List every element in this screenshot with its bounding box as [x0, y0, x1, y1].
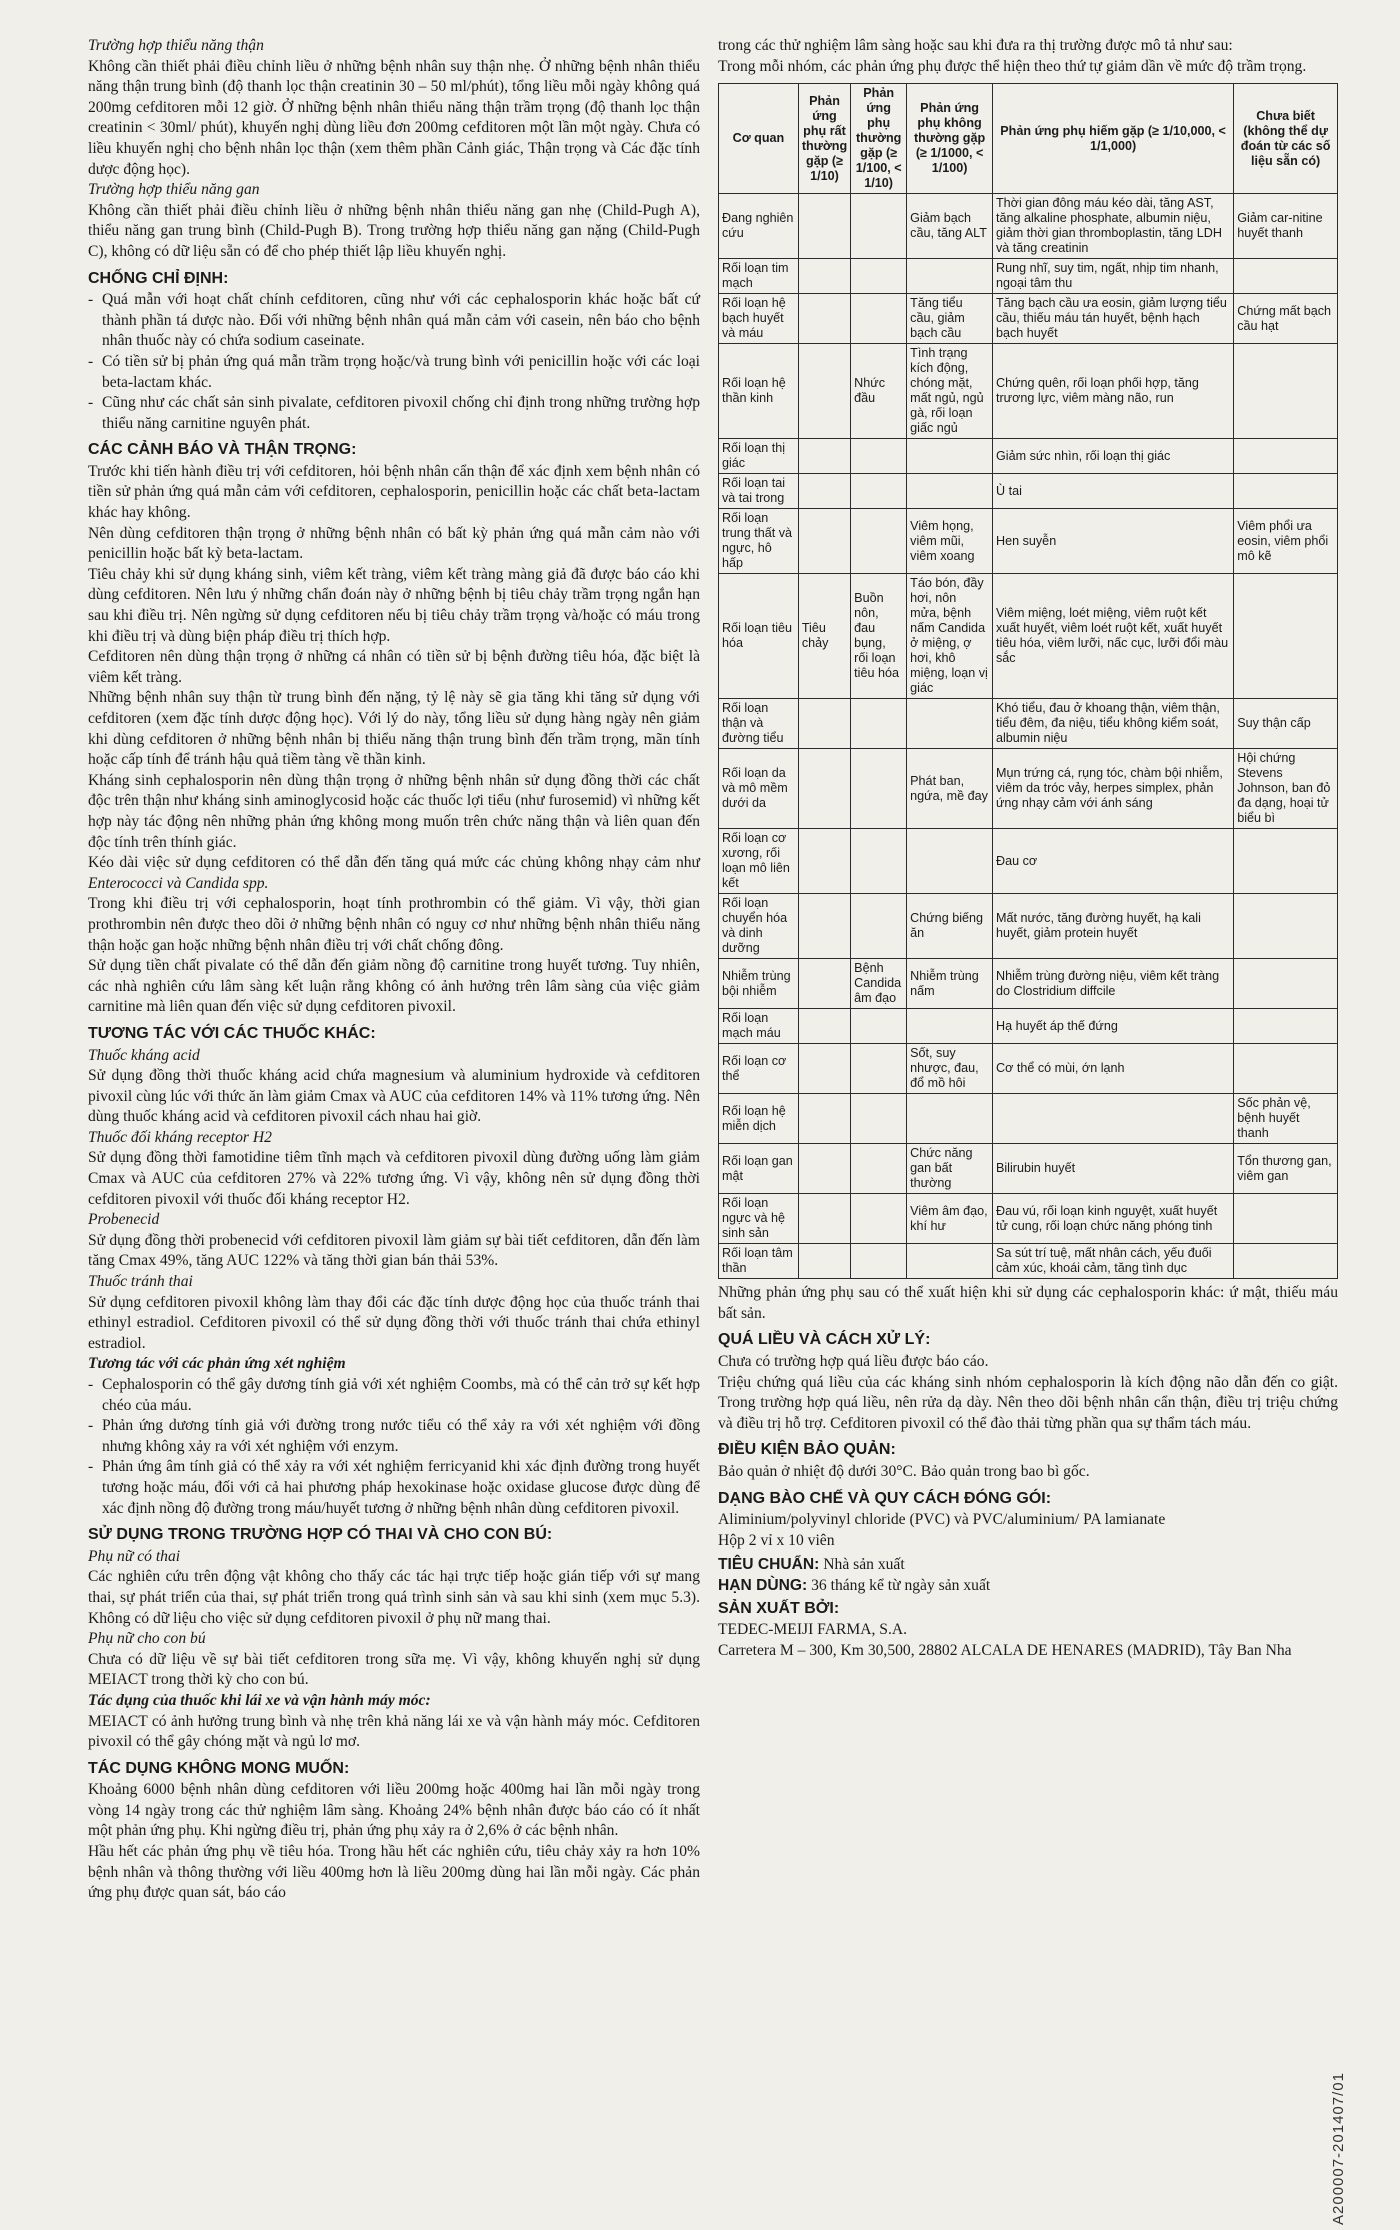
adverse-effects-paragraph: Khoảng 6000 bệnh nhân dùng cefditoren với liều 200mg hoặc 400mg hai lần mỗi ngày trong vòng 14 ngày trong các thử nghiệm lâm sàng. Khoảng 24% bệnh nhân được báo cáo có ít nhất một phản ứng phụ. Khi ngừng điều trị, phản ứng phụ xảy ra ở 2,6% ở các bệnh nhân. [88, 1781, 700, 1840]
table-row [719, 959, 1338, 1009]
organ-class-cell: Rối loạn cơ xương, rối loạn mô liên kết [719, 829, 799, 894]
table-cell: Viêm phổi ưa eosin, viêm phổi mô kẽ [1234, 509, 1338, 574]
table-row [719, 1009, 1338, 1044]
table-cell [798, 259, 850, 294]
table-cell [907, 1094, 993, 1144]
organ-class-cell: Rối loạn hệ miễn dịch [719, 1094, 799, 1144]
table-cell: Suy thận cấp [1234, 699, 1338, 749]
table-cell [798, 439, 850, 474]
table-cell: Bilirubin huyết [992, 1144, 1233, 1194]
probenecid-subheading: Probenecid [88, 1211, 160, 1229]
table-cell [851, 1009, 907, 1044]
pregnancy-paragraph: Các nghiên cứu trên động vật không cho thấy các tác hại trực tiếp hoặc gián tiếp với sự mang thai, sự phát triển của thai, sự phát triển trong quá trình sinh sản và sau khi sinh (xem mục 5.3). Không có dữ liệu cho việc sử dụng cefditoren pivoxil ở phụ nữ mang thai. [88, 1568, 700, 1627]
table-cell [851, 894, 907, 959]
table-cell: Hen suyễn [992, 509, 1233, 574]
table-header-cell: Phản ứng phụ thường gặp (≥ 1/100, < 1/10) [851, 84, 907, 194]
table-row [719, 294, 1338, 344]
packaging-line: Hộp 2 vỉ x 10 viên [718, 1531, 835, 1549]
table-row [719, 509, 1338, 574]
table-cell [1234, 344, 1338, 439]
table-cell [798, 194, 850, 259]
lab-interaction-subheading: Tương tác với các phản ứng xét nghiệm [88, 1355, 346, 1373]
table-row [719, 259, 1338, 294]
left-column [88, 36, 700, 1904]
table-cell [851, 829, 907, 894]
antacid-subheading: Thuốc kháng acid [88, 1046, 200, 1064]
standard-value: Nhà sản xuất [819, 1556, 905, 1574]
warnings-paragraph: Những bệnh nhân suy thận từ trung bình đến nặng, tỷ lệ này sẽ gia tăng khi tăng sử dụng với cefditoren (xem đặc tính dược động học). Với lý do này, tổng liều sử dụng hàng ngày nên giảm khi dùng cefditoren ở những bệnh nhân bị thiểu năng thận trung bình đến trầm trọng, mãn tính hoặc cấp tính để tránh hậu quả tiềm tàng về thần kinh. [88, 689, 700, 769]
organ-class-cell: Rối loạn tâm thần [719, 1244, 799, 1279]
pregnancy-subheading: Phụ nữ có thai [88, 1547, 181, 1565]
expiry-label: HẠN DÙNG: [718, 1576, 808, 1594]
driving-paragraph: MEIACT có ảnh hưởng trung bình và nhẹ trên khả năng lái xe và vận hành máy móc. Cefditoren pivoxil có thể gây chóng mặt và ngủ lơ mơ. [88, 1712, 700, 1751]
table-cell [851, 1194, 907, 1244]
manufacturer-address: Carretera M – 300, Km 30,500, 28802 ALCALA DE HENARES (MADRID), Tây Ban Nha [718, 1641, 1292, 1659]
table-cell: Hạ huyết áp thế đứng [992, 1009, 1233, 1044]
organ-class-cell: Rối loạn mạch máu [719, 1009, 799, 1044]
table-cell: Sa sút trí tuệ, mất nhân cách, yếu đuối cảm xúc, khoái cảm, tăng tình dục [992, 1244, 1233, 1279]
driving-subheading: Tác dụng của thuốc khi lái xe và vận hành máy móc: [88, 1691, 431, 1709]
table-row [719, 1044, 1338, 1094]
organ-class-cell: Rối loạn ngực và hệ sinh sản [719, 1194, 799, 1244]
table-cell: Tăng tiểu cầu, giảm bạch cầu [907, 294, 993, 344]
table-cell: Đau vú, rối loạn kinh nguyệt, xuất huyết tử cung, rối loạn chức năng phóng tinh [992, 1194, 1233, 1244]
expiry-line [718, 1576, 1338, 1597]
table-cell: Phát ban, ngứa, mề đay [907, 749, 993, 829]
organ-class-cell: Rối loạn tim mạch [719, 259, 799, 294]
table-cell [851, 699, 907, 749]
adverse-intro-paragraph: Trong mỗi nhóm, các phản ứng phụ được thể hiện theo thứ tự giảm dần về mức độ trầm trọng. [718, 57, 1307, 75]
table-cell: Táo bón, đầy hơi, nôn mửa, bệnh nấm Candida ở miệng, ợ hơi, khô miệng, loạn vị giác [907, 574, 993, 699]
table-cell [1234, 259, 1338, 294]
table-cell: Hội chứng Stevens Johnson, ban đỏ đa dạng, hoại tử biểu bì [1234, 749, 1338, 829]
interactions-heading: TƯƠNG TÁC VỚI CÁC THUỐC KHÁC: [88, 1024, 376, 1042]
table-cell [798, 1144, 850, 1194]
table-row [719, 1244, 1338, 1279]
warnings-paragraph: Kháng sinh cephalosporin nên dùng thận trọng ở những bệnh nhân sử dụng đồng thời các chất độc trên thận như kháng sinh aminoglycosid hoặc các thuốc lợi tiểu (như furosemid) vì những kết hợp này tác động nên những phản ứng không mong muốn trên chức năng thận và liên quan đến độc tính trên thính giác. [88, 771, 700, 851]
table-header-row [719, 84, 1338, 194]
table-body [719, 194, 1338, 1279]
hepatic-subheading: Trường hợp thiểu năng gan [88, 181, 260, 199]
table-cell [992, 1094, 1233, 1144]
table-cell: Viêm họng, viêm mũi, viêm xoang [907, 509, 993, 574]
table-cell: Chứng quên, rối loạn phối hợp, tăng trương lực, viêm màng não, run [992, 344, 1233, 439]
table-cell: Sốc phản vệ, bệnh huyết thanh [1234, 1094, 1338, 1144]
list-item: - Phản ứng âm tính giả có thể xảy ra với xét nghiệm ferricyanid khi xác định đường trong huyết tương hoặc máu, đối với cả hai phương pháp hexokinase hoặc oxidase glucose được dùng để xác định nồng độ đường trong máu/huyết tương ở những bệnh nhân dùng cefditoren pivoxil. [88, 1457, 700, 1519]
organ-class-cell: Rối loạn chuyển hóa và dinh dưỡng [719, 894, 799, 959]
overdose-heading: QUÁ LIỀU VÀ CÁCH XỬ LÝ: [718, 1331, 931, 1349]
overdose-paragraph: Triệu chứng quá liều của các kháng sinh nhóm cephalosporin là kích động não dẫn đến co giật. Trong trường hợp quá liều, nên rửa dạ dày. Nên theo dõi bệnh nhân cẩn thận, điều trị triệu chứng và điều trị hỗ trợ. Cefditoren pivoxil có thể đào thải từng phần qua sự thẩm tách máu. [718, 1373, 1338, 1432]
right-column [718, 36, 1338, 1661]
contraindications-list [88, 290, 700, 434]
antacid-paragraph: Sử dụng đồng thời thuốc kháng acid chứa magnesium và aluminium hydroxide và cefditoren pivoxil cùng lúc với thức ăn làm giảm Cmax và AUC của cefditoren 14% và 11% tương ứng. Nên dùng thuốc kháng acid và cefditoren pivoxil cách nhau hai giờ. [88, 1067, 700, 1126]
packaging-line: Aliminium/polyvinyl chloride (PVC) và PVC/aluminium/ PA lamianate [718, 1511, 1166, 1529]
list-item: - Cũng như các chất sản sinh pivalate, cefditoren pivoxil chống chỉ định trong những trường hợp thiểu năng carnitine nguyên phát. [88, 393, 700, 434]
table-cell: Nhiễm trùng đường niệu, viêm kết tràng do Clostridium diffcile [992, 959, 1233, 1009]
renal-subheading: Trường hợp thiểu năng thận [88, 37, 264, 54]
h2-paragraph: Sử dụng đồng thời famotidine tiêm tĩnh mạch và cefditoren pivoxil dùng đường uống làm giảm Cmax và AUC của cefditoren 27% và 22% tương ứng. Vì vậy, không nên sử dụng đồng thời cefditoren pivoxil với thuốc đối kháng receptor H2. [88, 1149, 700, 1208]
pregnancy-heading: SỬ DỤNG TRONG TRƯỜNG HỢP CÓ THAI VÀ CHO CON BÚ: [88, 1526, 553, 1544]
warnings-paragraph: Trước khi tiến hành điều trị với cefditoren, hỏi bệnh nhân cẩn thận để xác định xem bệnh nhân có tiền sử phản ứng quá mẫn cảm với cefditoren, cephalosporin, penicillin hoặc các chất beta-lactam khác hay không. [88, 462, 700, 522]
organ-class-cell: Rối loạn hệ bạch huyết và máu [719, 294, 799, 344]
table-cell [907, 1009, 993, 1044]
table-cell: Sốt, suy nhược, đau, đổ mồ hôi [907, 1044, 993, 1094]
table-row [719, 1194, 1338, 1244]
organ-class-cell: Rối loạn tai và tai trong [719, 474, 799, 509]
table-row [719, 699, 1338, 749]
table-cell [851, 1144, 907, 1194]
table-cell [798, 1194, 850, 1244]
table-header-cell: Cơ quan [719, 84, 799, 194]
table-cell [851, 294, 907, 344]
table-cell [798, 474, 850, 509]
table-cell [798, 894, 850, 959]
lab-interaction-list [88, 1375, 700, 1519]
table-cell [798, 294, 850, 344]
probenecid-paragraph: Sử dụng đồng thời probenecid với cefditoren pivoxil làm giảm sự bài tiết cefditoren, dẫn đến làm tăng Cmax 49%, tăng AUC 122% và tăng thời gian bán thải 53%. [88, 1231, 700, 1270]
table-cell [1234, 1009, 1338, 1044]
table-row [719, 894, 1338, 959]
table-cell: Tổn thương gan, viêm gan [1234, 1144, 1338, 1194]
list-item: - Quá mẫn với hoạt chất chính cefditoren, cũng như với các cephalosporin khác hoặc bất cứ thành phần tá dược nào. Đối với những bệnh nhân quá mẫn cảm với casein, nên báo cho bệnh nhân thuốc này có chứa sodium caseinate. [88, 290, 700, 352]
table-cell [1234, 439, 1338, 474]
adverse-reactions-table [718, 83, 1338, 1279]
table-cell: Tăng bạch cầu ưa eosin, giảm lượng tiểu cầu, thiếu máu tán huyết, bệnh hạch bạch huyết [992, 294, 1233, 344]
table-cell [1234, 894, 1338, 959]
organ-class-cell: Rối loạn trung thất và ngực, hô hấp [719, 509, 799, 574]
table-row [719, 574, 1338, 699]
table-cell [1234, 1194, 1338, 1244]
contraceptive-subheading: Thuốc tránh thai [88, 1273, 193, 1291]
packaging-heading: DẠNG BÀO CHẾ VÀ QUY CÁCH ĐÓNG GÓI: [718, 1489, 1052, 1507]
table-header-cell: Phản ứng phụ hiếm gặp (≥ 1/10,000, < 1/1,000) [992, 84, 1233, 194]
table-cell: Chứng mất bạch cầu hạt [1234, 294, 1338, 344]
expiry-value: 36 tháng kể từ ngày sản xuất [807, 1576, 991, 1594]
warnings-paragraph: Sử dụng tiền chất pivalate có thể dẫn đến giảm nồng độ carnitine trong huyết tương. Tuy nhiên, các nhà nghiên cứu lâm sàng kết luận rằng không có ảnh hưởng trên lâm sàng của việc giảm carnitine mà liên quan đến việc sử dụng cefditoren pivoxil. [88, 957, 700, 1016]
table-cell [851, 1094, 907, 1144]
organ-class-cell: Nhiễm trùng bội nhiễm [719, 959, 799, 1009]
organ-class-cell: Rối loạn cơ thể [719, 1044, 799, 1094]
table-row [719, 439, 1338, 474]
warnings-paragraph-prolonged [88, 853, 700, 894]
hepatic-paragraph: Không cần thiết phải điều chỉnh liều ở những bệnh nhân thiểu năng gan nhẹ (Child-Pugh A), thiểu năng gan trung bình (Child-Pugh B). Trong trường hợp thiểu năng gan nặng (Child-Pugh C), không có dữ liệu sẵn có để cho phép thiết lập liều khuyến nghị. [88, 201, 700, 260]
table-cell: Nhiễm trùng nấm [907, 959, 993, 1009]
table-cell [851, 749, 907, 829]
list-item: - Phản ứng dương tính giả với đường trong nước tiểu có thể xảy ra với xét nghiệm với đồng nhưng không xảy ra với xét nghiệm với enzym. [88, 1416, 700, 1457]
standard-line [718, 1555, 1338, 1576]
warnings-heading: CÁC CẢNH BÁO VÀ THẬN TRỌNG: [88, 441, 357, 459]
table-cell: Khó tiểu, đau ở khoang thận, viêm thận, tiểu đêm, đa niệu, tiểu không kiểm soát, albumin niệu [992, 699, 1233, 749]
table-cell [798, 829, 850, 894]
table-cell: Nhức đầu [851, 344, 907, 439]
table-cell: Buồn nôn, đau bụng, rối loạn tiêu hóa [851, 574, 907, 699]
table-cell [907, 259, 993, 294]
table-cell [851, 259, 907, 294]
table-cell: Tiêu chảy [798, 574, 850, 699]
contraceptive-paragraph: Sử dụng cefditoren pivoxil không làm thay đổi các đặc tính dược động học của thuốc tránh thai ethinyl estradiol. Cefditoren pivoxil có thể sử dụng đồng thời với thuốc tránh thai chứa ethinyl estradiol. [88, 1293, 700, 1352]
warnings-paragraph: Tiêu chảy khi sử dụng kháng sinh, viêm kết tràng, viêm kết tràng màng giả đã được báo cáo khi dùng cefditoren. Nên lưu ý những chẩn đoán này ở những bệnh bị tiêu chảy trầm trọng ngắn hạn sau khi điều trị. Nên ngừng sử dụng cefditoren nếu bị tiêu chảy trầm trọng và/hoặc có máu trong khi điều trị và dùng biện pháp điều trị thích hợp. [88, 565, 700, 645]
table-cell [798, 1244, 850, 1279]
table-cell [851, 509, 907, 574]
table-cell [907, 439, 993, 474]
adverse-effects-heading: TÁC DỤNG KHÔNG MONG MUỐN: [88, 1759, 350, 1777]
prolonged-text: Kéo dài việc sử dụng cefditoren có thể dẫn đến tăng quá mức các chủng không nhạy cảm như [88, 854, 700, 872]
table-cell [798, 749, 850, 829]
renal-paragraph: Không cần thiết phải điều chỉnh liều ở những bệnh nhân suy thận nhẹ. Ở những bệnh nhân thiểu năng thận trung bình (độ thanh lọc thận creatinin 30 – 50 ml/phút), tổng liều mỗi ngày không quá 200mg cefditoren mỗi 12 giờ. Ở những bệnh nhân thiểu năng thận trầm trọng (độ thanh lọc thận creatinin < 30ml/ phút), khuyến nghị dùng liều đơn 200mg cefditoren một lần một ngày. Chưa có liều khuyến nghị cho bệnh nhân lọc thận (xem thêm phần Cảnh giác, Thận trọng và Các đặc tính dược động học). [88, 57, 700, 178]
warnings-paragraph: Nên dùng cefditoren thận trọng ở những bệnh nhân có bất kỳ phản ứng quá mẫn cảm nào với penicillin hoặc bất kỳ beta-lactam. [88, 524, 700, 563]
table-cell [907, 1244, 993, 1279]
table-cell: Giảm bạch cầu, tăng ALT [907, 194, 993, 259]
organ-class-cell: Đang nghiên cứu [719, 194, 799, 259]
table-cell [1234, 1244, 1338, 1279]
post-table-note: Những phản ứng phụ sau có thể xuất hiện khi sử dụng các cephalosporin khác: ứ mật, thiếu máu bất sản. [718, 1284, 1338, 1322]
table-cell [851, 1044, 907, 1094]
table-cell [907, 699, 993, 749]
table-row [719, 1094, 1338, 1144]
table-cell [798, 699, 850, 749]
table-row [719, 749, 1338, 829]
table-cell: Mụn trứng cá, rụng tóc, chàm bội nhiễm, viêm da tróc vảy, herpes simplex, phản ứng nhạy cảm với ánh sáng [992, 749, 1233, 829]
warnings-paragraph: Cefditoren nên dùng thận trọng ở những cá nhân có tiền sử bị bệnh đường tiêu hóa, đặc biệt là viêm kết tràng. [88, 648, 700, 686]
table-header-cell: Chưa biết (không thể dự đoán từ các số liệu sẵn có) [1234, 84, 1338, 194]
organ-class-cell: Rối loạn hệ thần kinh [719, 344, 799, 439]
storage-paragraph: Bảo quản ở nhiệt độ dưới 30°C. Bảo quản trong bao bì gốc. [718, 1462, 1090, 1480]
document-code: A200007-201407/01 [1330, 2072, 1347, 2225]
table-cell: Giảm sức nhìn, rối loạn thị giác [992, 439, 1233, 474]
table-cell [1234, 474, 1338, 509]
organ-class-cell: Rối loạn thị giác [719, 439, 799, 474]
standard-label: TIÊU CHUẨN: [718, 1556, 820, 1574]
warnings-paragraph: Trong khi điều trị với cephalosporin, hoạt tính prothrombin có thể giảm. Vì vậy, thời gian prothrombin nên được theo dõi ở những bệnh nhân có nguy cơ như những bệnh nhân thiểu năng thận hoặc gan hoặc những bệnh nhân điều trị với chất chống đông. [88, 895, 700, 954]
table-cell [798, 1044, 850, 1094]
table-cell: Chức năng gan bất thường [907, 1144, 993, 1194]
organ-class-cell: Rối loạn thận và đường tiểu [719, 699, 799, 749]
table-cell [798, 959, 850, 1009]
table-cell: Đau cơ [992, 829, 1233, 894]
table-cell [798, 344, 850, 439]
table-row [719, 829, 1338, 894]
table-cell: Viêm âm đạo, khí hư [907, 1194, 993, 1244]
table-cell [1234, 959, 1338, 1009]
organ-class-cell: Rối loạn tiêu hóa [719, 574, 799, 699]
manufacturer-heading: SẢN XUẤT BỞI: [718, 1599, 840, 1617]
lactation-subheading: Phụ nữ cho con bú [88, 1630, 206, 1648]
table-row [719, 194, 1338, 259]
overdose-paragraph: Chưa có trường hợp quá liều được báo cáo. [718, 1352, 989, 1370]
storage-heading: ĐIỀU KIỆN BẢO QUẢN: [718, 1441, 896, 1459]
table-cell: Ù tai [992, 474, 1233, 509]
table-cell: Mất nước, tăng đường huyết, hạ kali huyết, giảm protein huyết [992, 894, 1233, 959]
table-header-cell: Phản ứng phụ không thường gặp (≥ 1/1000, < 1/100) [907, 84, 993, 194]
table-cell: Thời gian đông máu kéo dài, tăng AST, tăng alkaline phosphate, albumin niệu, giảm thời gian thromboplastin, tăng LDH và tăng creatinin [992, 194, 1233, 259]
table-cell [907, 474, 993, 509]
table-cell [851, 439, 907, 474]
adverse-intro-paragraph: trong các thử nghiệm lâm sàng hoặc sau khi đưa ra thị trường được mô tả như sau: [718, 37, 1233, 54]
organ-class-cell: Rối loạn da và mô mềm dưới da [719, 749, 799, 829]
contraindications-heading: CHỐNG CHỈ ĐỊNH: [88, 269, 229, 287]
table-cell [798, 1094, 850, 1144]
lactation-paragraph: Chưa có dữ liệu về sự bài tiết cefditoren trong sữa mẹ. Vì vậy, không khuyến nghị sử dụng MEIACT trong thời kỳ cho con bú. [88, 1650, 700, 1689]
table-cell: Tình trạng kích động, chóng mặt, mất ngủ, ngủ gà, rối loạn giấc ngủ [907, 344, 993, 439]
adverse-effects-paragraph: Hầu hết các phản ứng phụ về tiêu hóa. Trong hầu hết các nghiên cứu, tiêu chảy xảy ra hơn 10% bệnh nhân và thông thường với liều 400mg hơn là liều 200mg dùng hai lần mỗi ngày. Các phản ứng phụ được quan sát, báo cáo [88, 1843, 700, 1902]
table-cell [1234, 829, 1338, 894]
list-item: - Cephalosporin có thể gây dương tính giả với xét nghiệm Coombs, mà có thể cản trở sự kết hợp chéo của máu. [88, 1375, 700, 1416]
table-cell: Rung nhĩ, suy tim, ngất, nhịp tim nhanh, ngoại tâm thu [992, 259, 1233, 294]
table-header-cell: Phản ứng phụ rất thường gặp (≥ 1/10) [798, 84, 850, 194]
table-row [719, 344, 1338, 439]
table-row [719, 474, 1338, 509]
list-item: - Có tiền sử bị phản ứng quá mẫn trầm trọng hoặc/và trung bình với penicillin hoặc với các loại beta-lactam khác. [88, 352, 700, 393]
organ-class-cell: Rối loạn gan mật [719, 1144, 799, 1194]
table-cell: Chứng biếng ăn [907, 894, 993, 959]
table-cell [851, 1244, 907, 1279]
table-row [719, 1144, 1338, 1194]
manufacturer-name: TEDEC-MEIJI FARMA, S.A. [718, 1621, 908, 1639]
table-cell [851, 194, 907, 259]
table-cell [1234, 574, 1338, 699]
table-cell: Cơ thể có mùi, ớn lạnh [992, 1044, 1233, 1094]
h2-subheading: Thuốc đối kháng receptor H2 [88, 1128, 272, 1146]
table-cell [851, 474, 907, 509]
table-cell [798, 509, 850, 574]
prolonged-organisms: Enterococci và Candida spp. [88, 874, 269, 892]
table-cell: Bệnh Candida âm đạo [851, 959, 907, 1009]
table-cell [907, 829, 993, 894]
table-cell: Giảm car-nitine huyết thanh [1234, 194, 1338, 259]
table-cell [798, 1009, 850, 1044]
table-cell: Viêm miệng, loét miệng, viêm ruột kết xuất huyết, viêm loét ruột kết, xuất huyết tiêu hóa, viêm lưỡi, nấc cục, lưỡi đổi màu sắc [992, 574, 1233, 699]
table-cell [1234, 1044, 1338, 1094]
